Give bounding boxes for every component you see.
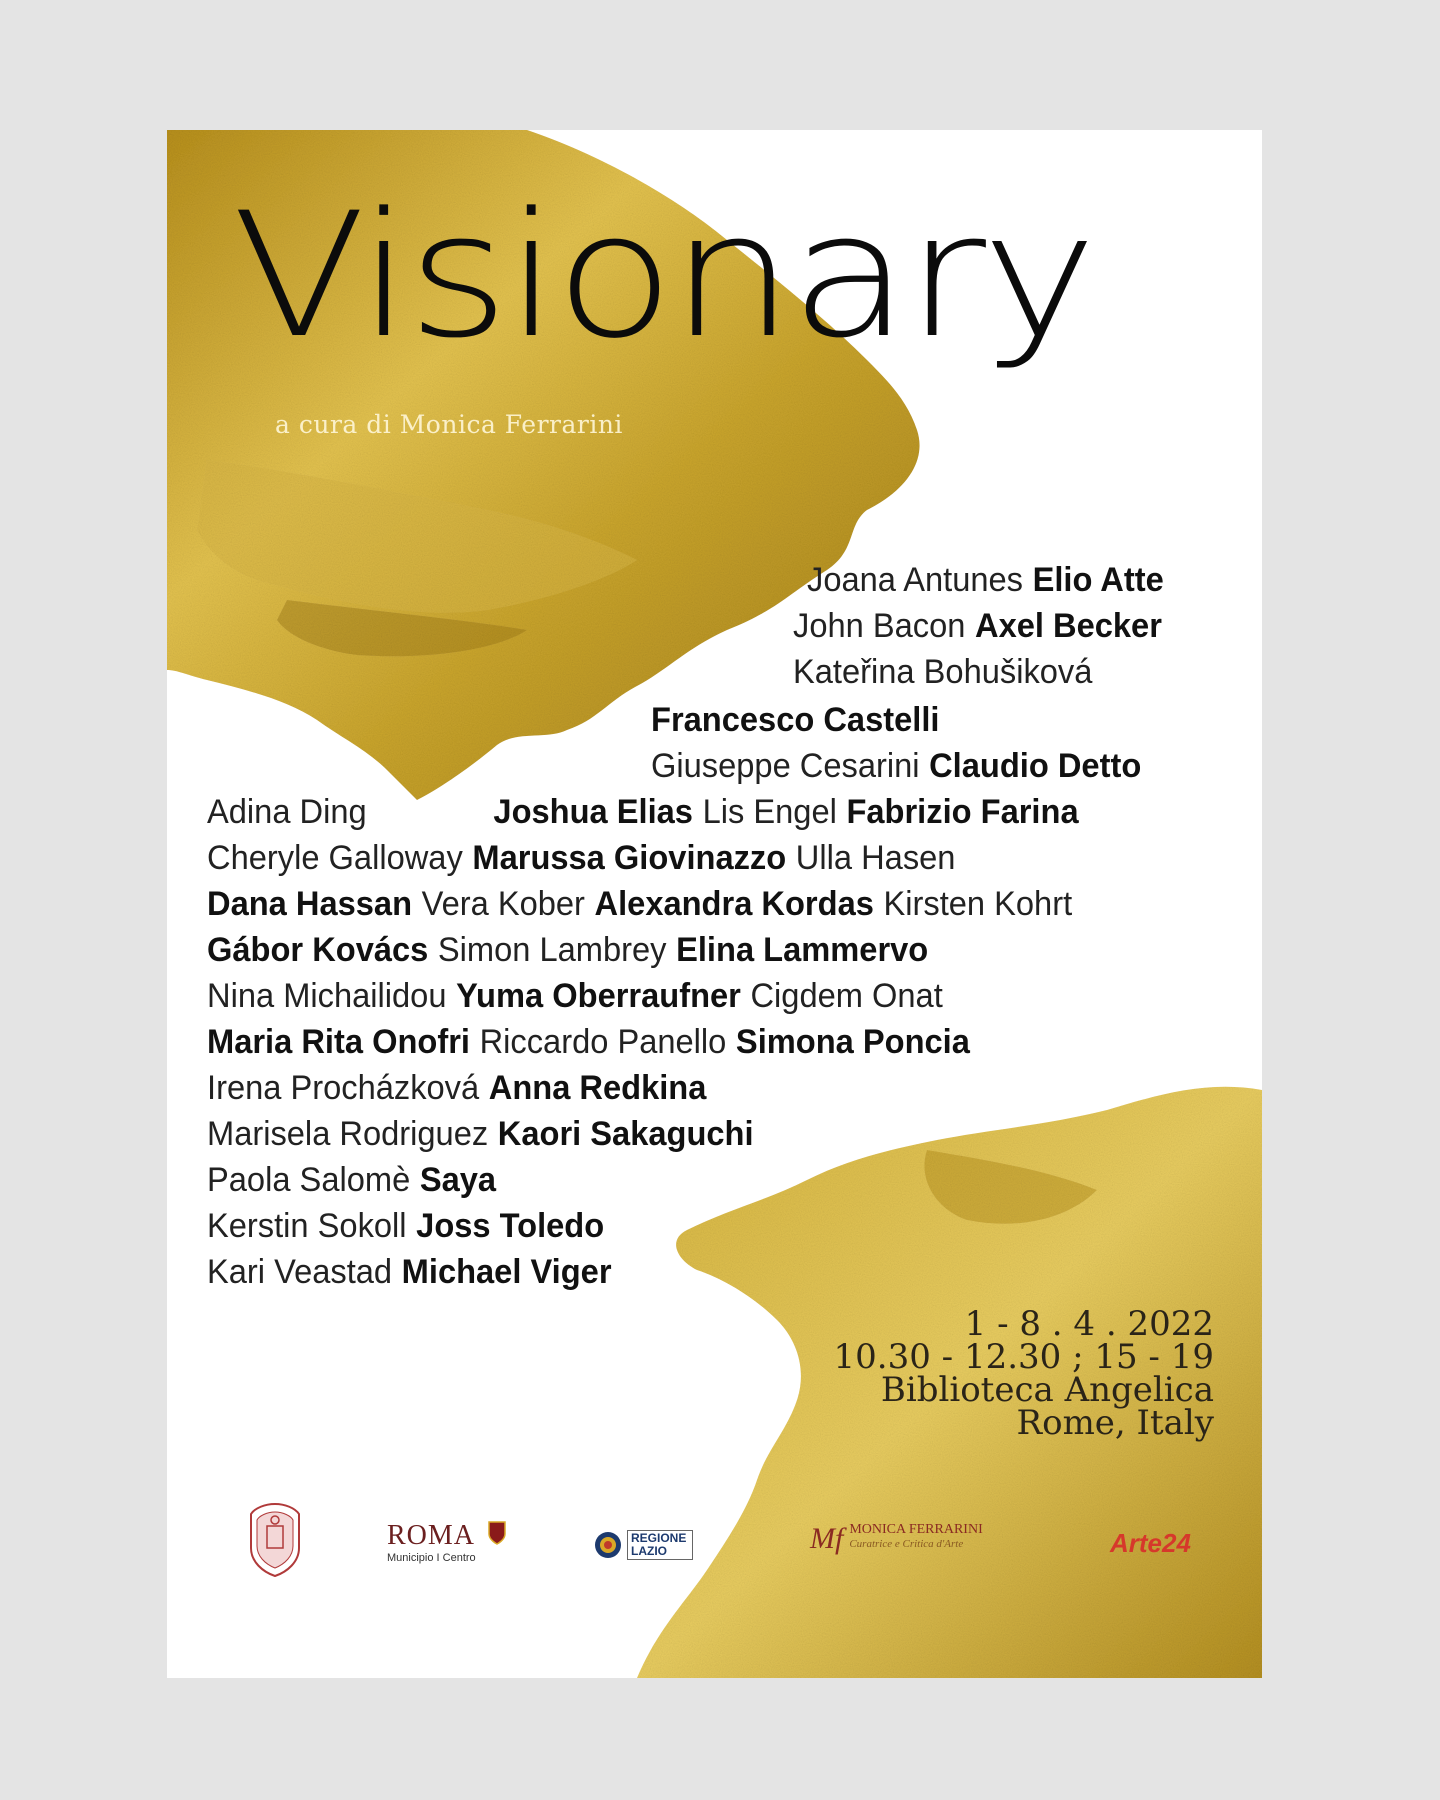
artist-row	[807, 560, 1164, 600]
artist-name: Claudio Detto	[929, 747, 1142, 785]
sponsor-logos	[167, 1500, 1262, 1610]
event-city: Rome, Italy	[1016, 1403, 1214, 1443]
monica-ferrarini-logo	[810, 1522, 983, 1556]
artist-name: Elio Atte	[1032, 561, 1164, 599]
artist-name: Gábor Kovács	[207, 931, 429, 969]
roma-shield-icon	[487, 1520, 507, 1546]
artist-name: Lis Engel	[702, 793, 837, 831]
artist-row	[207, 1022, 970, 1062]
curator-credit: a cura di Monica Ferrarini	[275, 410, 623, 439]
artist-name: Paola Salomè	[207, 1161, 411, 1199]
artist-row	[793, 652, 1092, 692]
poster	[167, 130, 1262, 1678]
artist-name: Joshua Elias	[493, 793, 693, 831]
lazio-emblem-icon	[593, 1530, 623, 1560]
artist-name: Dana Hassan	[207, 885, 413, 923]
artist-row	[207, 1252, 612, 1292]
artist-name: Kirsten Kohrt	[883, 885, 1073, 923]
artist-name: Joana Antunes	[807, 561, 1023, 599]
artist-row	[207, 838, 955, 878]
artist-name: Ulla Hasen	[795, 839, 956, 877]
mf-name: MONICA FERRARINI	[849, 1522, 983, 1537]
coat-of-arms-logo	[245, 1500, 305, 1578]
poster-title: Visionary	[232, 175, 1093, 376]
artist-row	[651, 746, 1141, 786]
artist-name: Kari Veastad	[207, 1253, 393, 1291]
artist-name: Kaori Sakaguchi	[497, 1115, 754, 1153]
artist-row	[207, 1160, 496, 1200]
artist-row	[207, 884, 1072, 924]
artist-row	[793, 606, 1162, 646]
artist-name: Vera Kober	[421, 885, 585, 923]
lazio-line-1: REGIONE	[631, 1531, 687, 1545]
artist-name: Irena Procházková	[207, 1069, 480, 1107]
event-dates: 1 - 8 . 4 . 2022	[964, 1304, 1214, 1344]
artist-name: Simon Lambrey	[437, 931, 667, 969]
arte24-logo: Arte24	[1110, 1528, 1191, 1558]
artist-name: Anna Redkina	[488, 1069, 707, 1107]
artist-row	[207, 1068, 706, 1108]
artist-name: Fabrizio Farina	[846, 793, 1079, 831]
artist-row	[207, 930, 928, 970]
mf-role: Curatrice e Critica d'Arte	[849, 1538, 964, 1550]
artist-name: Maria Rita Onofri	[207, 1023, 470, 1061]
artist-name: Cigdem Onat	[750, 977, 943, 1015]
event-info	[833, 1304, 1214, 1443]
artist-name: Giuseppe Cesarini	[651, 747, 920, 785]
artist-name: Marisela Rodriguez	[207, 1115, 489, 1153]
artist-row	[207, 1206, 604, 1246]
roma-logo-name: ROMA	[387, 1520, 476, 1551]
artist-name: Axel Becker	[975, 607, 1162, 645]
artist-name: Cheryle Galloway	[207, 839, 463, 877]
event-hours: 10.30 - 12.30 ; 15 - 19	[833, 1337, 1214, 1377]
artist-row	[207, 792, 1079, 832]
artist-name: Nina Michailidou	[207, 977, 447, 1015]
event-venue: Biblioteca Angelica	[880, 1370, 1214, 1410]
artist-name: Riccardo Panello	[479, 1023, 727, 1061]
artist-row	[207, 976, 943, 1016]
artist-name: Yuma Oberraufner	[456, 977, 741, 1015]
artist-name: John Bacon	[793, 607, 966, 645]
artist-name: Kateřina Bohušiková	[793, 653, 1093, 691]
artist-name: Elina Lammervo	[676, 931, 929, 969]
artist-name: Francesco Castelli	[651, 701, 940, 739]
artist-name: Kerstin Sokoll	[207, 1207, 407, 1245]
roma-logo-sub: Municipio I Centro	[387, 1552, 476, 1564]
regione-lazio-logo	[593, 1530, 693, 1560]
lazio-line-2: LAZIO	[631, 1544, 667, 1558]
artist-name: Adina Ding	[207, 793, 367, 831]
artist-name: Alexandra Kordas	[594, 885, 874, 923]
artist-row	[207, 1114, 754, 1154]
roma-logo	[387, 1520, 507, 1564]
artist-name: Simona Poncia	[735, 1023, 970, 1061]
mf-monogram: Mf	[810, 1522, 844, 1555]
artist-row	[651, 700, 939, 740]
artist-name: Michael Viger	[401, 1253, 612, 1291]
artist-name: Saya	[419, 1161, 497, 1199]
artist-name: Marussa Giovinazzo	[472, 839, 787, 877]
artist-name: Joss Toledo	[416, 1207, 605, 1245]
